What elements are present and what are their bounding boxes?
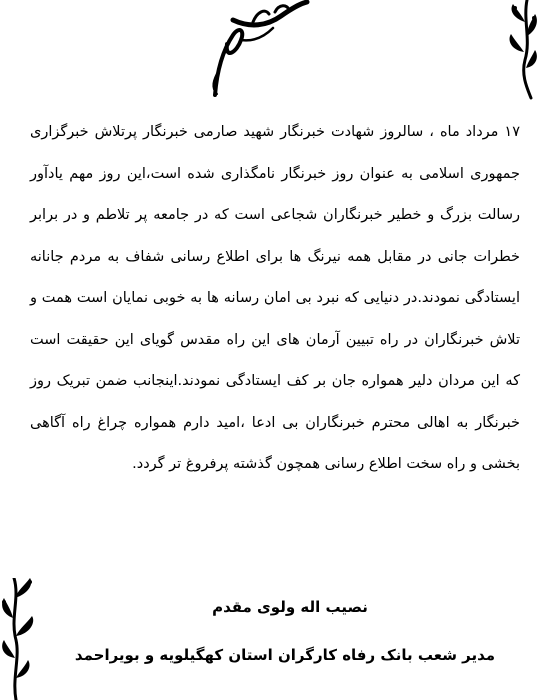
signature-name: نصیب اله ولوی مقدم xyxy=(212,598,368,616)
floral-ornament-bottom-left xyxy=(0,578,45,700)
signature-block xyxy=(60,592,510,670)
letter-body: ۱۷ مرداد ماه ، سالروز شهادت خبرنگار شهید صارمی خبرنگار پرتلاش خبرگزاری جمهوری اسلامی به عنوان روز خبرنگار نامگذاری شده است،این روز مهم یادآور رسالت بزرگ و خطیر خبرنگاران شجاعی است که در جامعه پر تلاطم و در برابر خطرات جانی در مقابل همه نیرنگ ها برای اطلاع رسانی شفاف به مردم جانانه ایستادگی نمودند.در دنیایی که نبرد بی امان رسانه ها به خوبی نمایان است همت و تلاش خبرنگاران در راه تبیین آرمان های این راه مقدس گویای این حقیقت است که این مردان دلیر همواره جان بر کف ایستادگی نمودند.اینجانب ضمن تبریک روز خبرنگار به اهالی محترم خبرنگاران بی ادعا ،امید دارم همواره چراغ راه آگاهی بخشی و راه سخت اطلاع رسانی همچون گذشته پرفروغ تر گردد. xyxy=(30,124,520,472)
floral-ornament-top-right xyxy=(505,0,540,100)
signature-title: مدیر شعب بانک رفاه کارگران استان کهگیلویه و بویراحمد xyxy=(74,646,496,664)
calligraphy-heading xyxy=(195,0,315,100)
